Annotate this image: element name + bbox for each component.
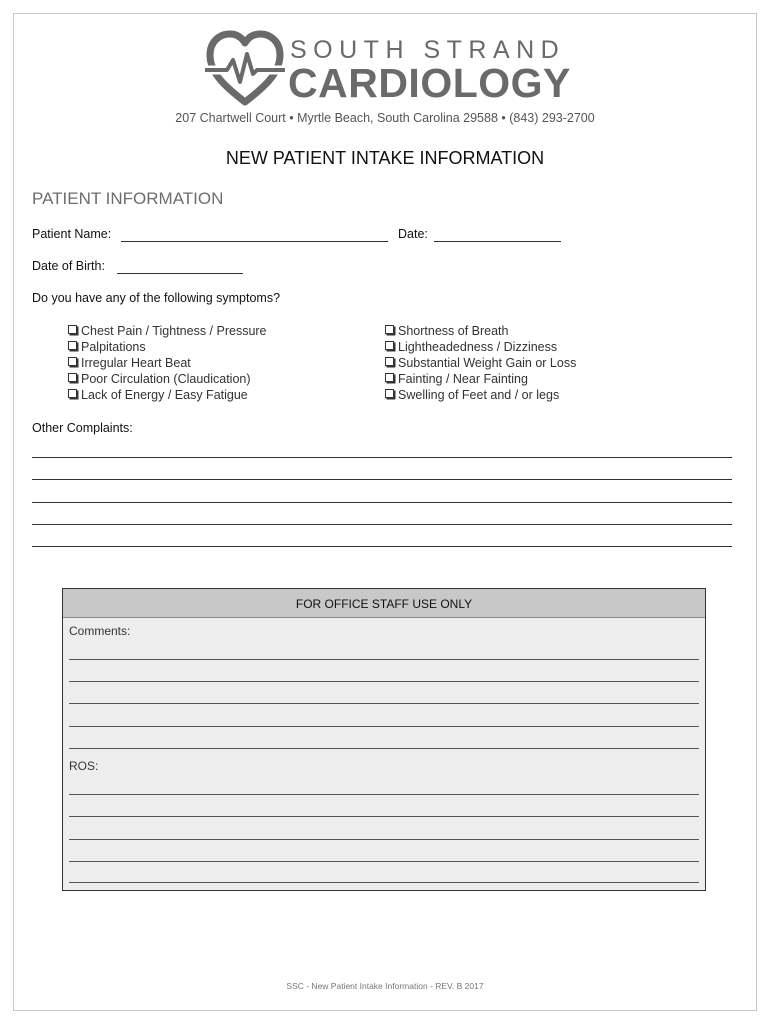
- date-label: Date:: [398, 227, 428, 241]
- checkbox-icon[interactable]: [68, 373, 77, 382]
- symptom-label: Chest Pain / Tightness / Pressure: [81, 324, 267, 338]
- checkbox-icon[interactable]: [385, 341, 394, 350]
- ros-label: ROS:: [69, 759, 99, 773]
- symptom-checkbox-weight-change[interactable]: [385, 355, 576, 371]
- form-title: NEW PATIENT INTAKE INFORMATION: [225, 148, 545, 168]
- patient-name-field[interactable]: [121, 241, 388, 242]
- office-use-box: [62, 588, 706, 891]
- ros-line[interactable]: [69, 882, 699, 883]
- comments-label: Comments:: [69, 624, 131, 638]
- checkbox-icon[interactable]: [385, 389, 394, 398]
- symptom-label: Fainting / Near Fainting: [398, 372, 528, 386]
- checkbox-icon[interactable]: [385, 373, 394, 382]
- comments-line[interactable]: [69, 703, 699, 704]
- other-complaints-line[interactable]: [32, 524, 732, 525]
- symptoms-question: Do you have any of the following symptoms?: [32, 291, 281, 305]
- symptom-checkbox-shortness-of-breath[interactable]: [385, 323, 508, 339]
- checkbox-icon[interactable]: [385, 325, 394, 334]
- symptom-checkbox-irregular-heart-beat[interactable]: [68, 355, 191, 371]
- symptom-checkbox-poor-circulation[interactable]: [68, 371, 251, 387]
- symptom-checkbox-lightheadedness[interactable]: [385, 339, 557, 355]
- heart-pulse-icon: [205, 30, 285, 110]
- section-title-patient-information: PATIENT INFORMATION: [32, 189, 224, 208]
- clinic-logo: [205, 30, 570, 110]
- symptom-label: Lightheadedness / Dizziness: [398, 340, 558, 354]
- logo-text-south-strand: SOUTH STRAND: [290, 36, 566, 64]
- ros-line[interactable]: [69, 839, 699, 840]
- comments-line[interactable]: [69, 726, 699, 727]
- other-complaints-line[interactable]: [32, 457, 732, 458]
- comments-line[interactable]: [69, 659, 699, 660]
- date-of-birth-label: Date of Birth:: [32, 259, 105, 273]
- page-footer: SSC - New Patient Intake Information - REV. B 2017: [286, 981, 484, 991]
- symptom-label: Substantial Weight Gain or Loss: [398, 356, 577, 370]
- comments-line[interactable]: [69, 748, 699, 749]
- symptom-checkbox-fainting[interactable]: [385, 371, 528, 387]
- office-use-header: FOR OFFICE STAFF USE ONLY: [63, 589, 705, 618]
- logo-text-cardiology: CARDIOLOGY: [288, 60, 571, 106]
- checkbox-icon[interactable]: [385, 357, 394, 366]
- other-complaints-line[interactable]: [32, 502, 732, 503]
- other-complaints-line[interactable]: [32, 479, 732, 480]
- checkbox-icon[interactable]: [68, 325, 77, 334]
- clinic-address: 207 Chartwell Court • Myrtle Beach, South Carolina 29588 • (843) 293-2700: [175, 111, 595, 125]
- ros-line[interactable]: [69, 816, 699, 817]
- date-of-birth-field[interactable]: [117, 273, 243, 274]
- checkbox-icon[interactable]: [68, 341, 77, 350]
- symptom-label: Lack of Energy / Easy Fatigue: [81, 388, 248, 402]
- date-field[interactable]: [434, 241, 561, 242]
- symptom-label: Poor Circulation (Claudication): [81, 372, 251, 386]
- ros-line[interactable]: [69, 794, 699, 795]
- symptom-label: Shortness of Breath: [398, 324, 509, 338]
- other-complaints-label: Other Complaints:: [32, 421, 133, 435]
- symptom-checkbox-palpitations[interactable]: [68, 339, 146, 355]
- symptom-label: Palpitations: [81, 340, 146, 354]
- symptom-checkbox-swelling[interactable]: [385, 387, 559, 403]
- symptom-label: Swelling of Feet and / or legs: [398, 388, 560, 402]
- patient-name-label: Patient Name:: [32, 227, 112, 241]
- checkbox-icon[interactable]: [68, 357, 77, 366]
- other-complaints-line[interactable]: [32, 546, 732, 547]
- ros-line[interactable]: [69, 861, 699, 862]
- symptom-label: Irregular Heart Beat: [81, 356, 191, 370]
- symptom-checkbox-chest-pain[interactable]: [68, 323, 267, 339]
- comments-line[interactable]: [69, 681, 699, 682]
- symptom-checkbox-lack-of-energy[interactable]: [68, 387, 248, 403]
- checkbox-icon[interactable]: [68, 389, 77, 398]
